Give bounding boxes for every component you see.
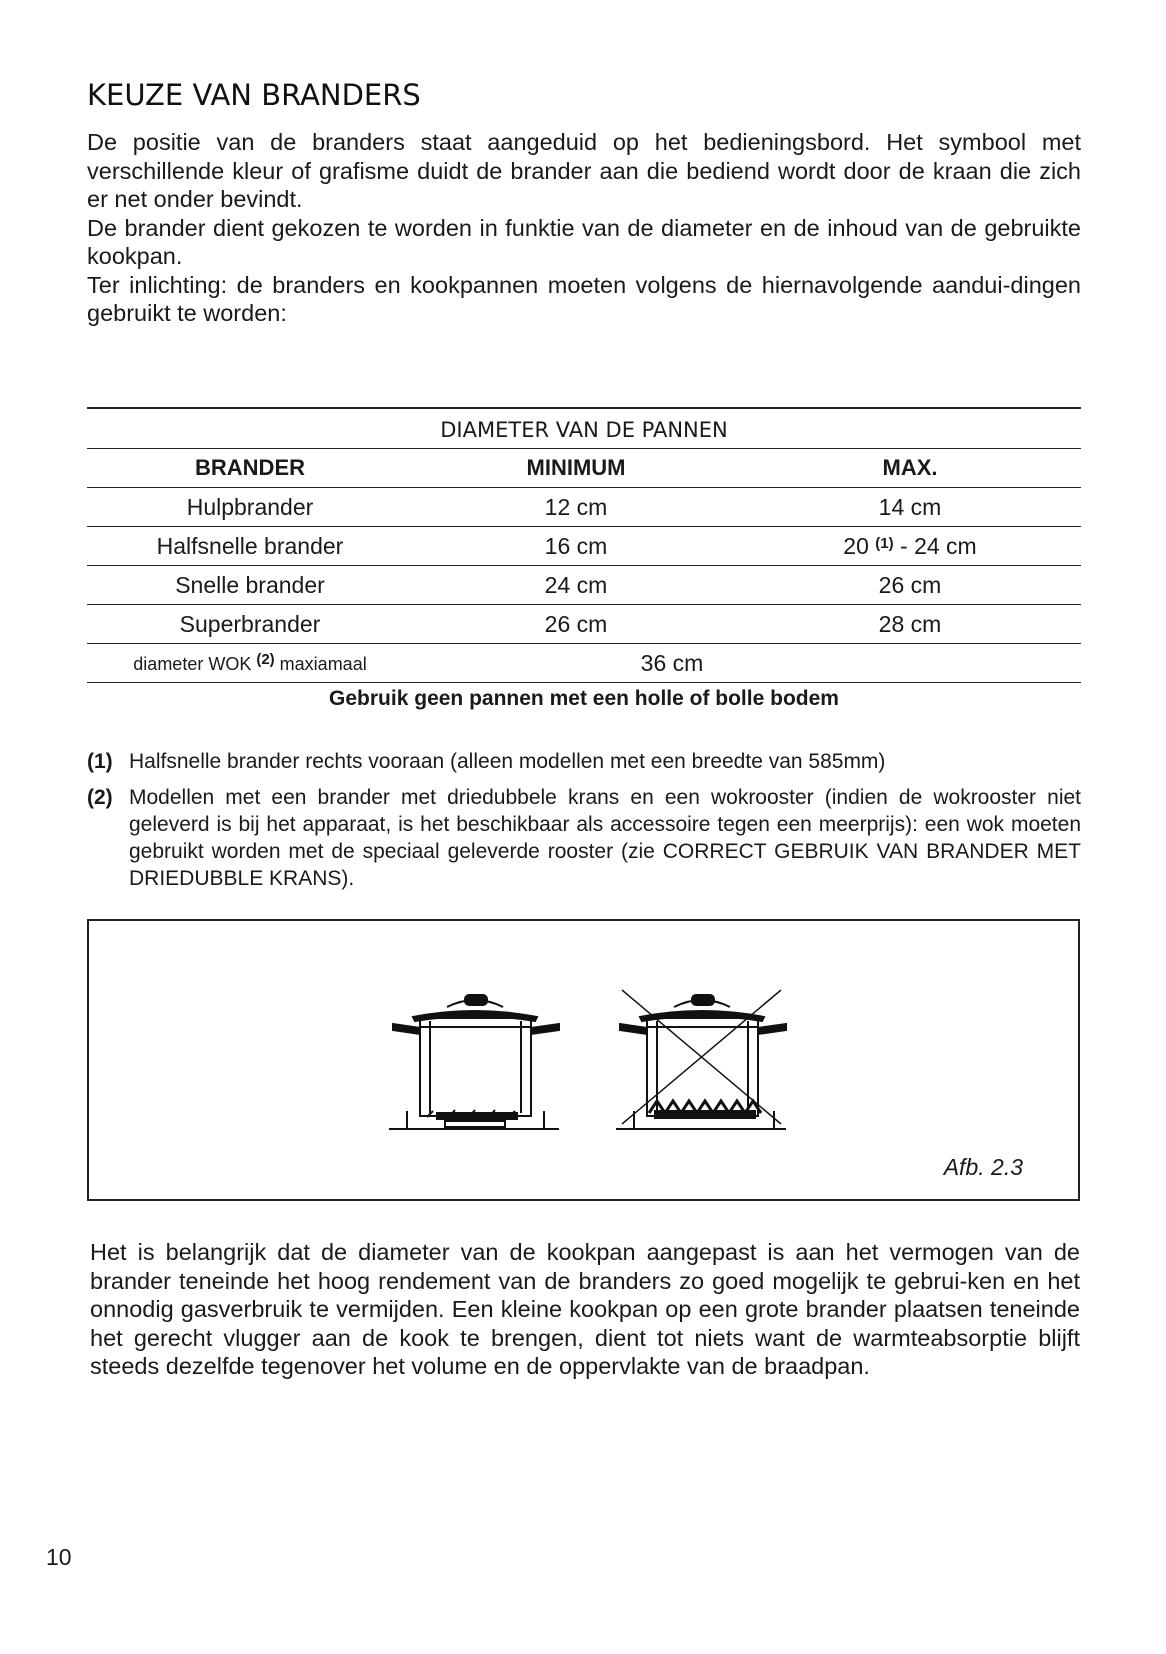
wrong-pot-icon bbox=[616, 990, 786, 1129]
wok-value: 36 cm bbox=[413, 644, 1081, 683]
footnote-ref-2: (2) bbox=[256, 651, 275, 668]
pot-illustration bbox=[89, 921, 1078, 1199]
wok-label-suffix: maxiamaal bbox=[274, 654, 367, 674]
footnote-text: Modellen met een brander met driedubbele krans en een wokrooster (indien de wokrooster niet geleverd is bij het apparaat, is het beschikbaar als accessoire tegen een meerprijs): een wok moeten gebruikt worden met de speciaal geleverde rooster (zie CORRECT GEBRUIK VAN BRANDER MET DRIEDUBBLE KRANS). bbox=[129, 786, 1081, 890]
column-header-max: MAX. bbox=[739, 449, 1081, 488]
footnote-text: Halfsnelle brander rechts vooraan (alleen modellen met een breedte van 585mm) bbox=[129, 750, 886, 773]
cell-minimum: 24 cm bbox=[413, 566, 739, 605]
footnote-number: (2) bbox=[87, 786, 113, 809]
footnote-ref-1: (1) bbox=[875, 534, 894, 552]
cell-brander: Halfsnelle brander bbox=[87, 527, 413, 566]
cell-max: 26 cm bbox=[739, 566, 1081, 605]
table-row bbox=[87, 566, 1081, 605]
figure-box bbox=[87, 919, 1080, 1201]
column-header-minimum: MINIMUM bbox=[413, 449, 739, 488]
table-row bbox=[87, 605, 1081, 644]
page-number: 10 bbox=[46, 1544, 72, 1570]
cell-max: 28 cm bbox=[739, 605, 1081, 644]
cell-minimum: 16 cm bbox=[413, 527, 739, 566]
max-value-start: 20 bbox=[843, 532, 869, 559]
cell-brander: Superbrander bbox=[87, 605, 413, 644]
intro-paragraph: De positie van de branders staat aangeduid op het bedieningsbord. Het symbool met verschillende kleur of grafisme duidt de brander aan die bediend wordt door de kraan die zich er net onder bevindt. bbox=[87, 129, 1081, 212]
figure-caption: Afb. 2.3 bbox=[943, 1154, 1023, 1180]
cell-brander: Hulpbrander bbox=[87, 488, 413, 527]
footnote bbox=[87, 784, 1081, 892]
column-header-brander: BRANDER bbox=[87, 449, 413, 488]
intro-paragraph: Ter inlichting: de branders en kookpannen moeten volgens de hiernavolgende aandui-dingen gebruikt te worden: bbox=[87, 271, 1081, 326]
footnote-number: (1) bbox=[87, 750, 113, 773]
pan-diameter-table bbox=[87, 407, 1081, 683]
table-caption-row bbox=[87, 408, 1081, 449]
table-row bbox=[87, 488, 1081, 527]
wok-label-text: diameter WOK bbox=[133, 654, 257, 674]
correct-pot-icon bbox=[389, 995, 559, 1129]
max-value-end: - 24 cm bbox=[893, 532, 977, 559]
wok-label bbox=[87, 644, 413, 683]
cell-minimum: 26 cm bbox=[413, 605, 739, 644]
footnotes bbox=[87, 748, 1081, 901]
table-note: Gebruik geen pannen met een holle of bolle bodem bbox=[329, 687, 839, 710]
table-row bbox=[87, 527, 1081, 566]
table-header-row bbox=[87, 449, 1081, 488]
closing-paragraph: Het is belangrijk dat de diameter van de kookpan aangepast is aan het vermogen van de brander teneinde het hoog rendement van de branders zo goed mogelijk te gebrui-ken en het onnodig gasverbruik te vermijden. Een kleine kookpan op een grote brander plaatsen teneinde het gerecht vlugger aan de kook te brengen, dient tot niets want de warmteabsorptie blijft steeds dezelfde tegenover het volume en de oppervlakte van de braadpan. bbox=[90, 1239, 1080, 1379]
cell-brander: Snelle brander bbox=[87, 566, 413, 605]
intro-paragraph: De brander dient gekozen te worden in funktie van de diameter en de inhoud van de gebruikte kookpan. bbox=[87, 214, 1081, 269]
footnote bbox=[87, 748, 1081, 775]
cell-max: 14 cm bbox=[739, 488, 1081, 527]
intro-text bbox=[87, 128, 1081, 328]
table-caption: DIAMETER VAN DE PANNEN bbox=[87, 408, 1081, 449]
page-title: KEUZE VAN BRANDERS bbox=[87, 78, 421, 112]
cell-max bbox=[739, 527, 1081, 566]
cell-minimum: 12 cm bbox=[413, 488, 739, 527]
wok-row bbox=[87, 644, 1081, 683]
